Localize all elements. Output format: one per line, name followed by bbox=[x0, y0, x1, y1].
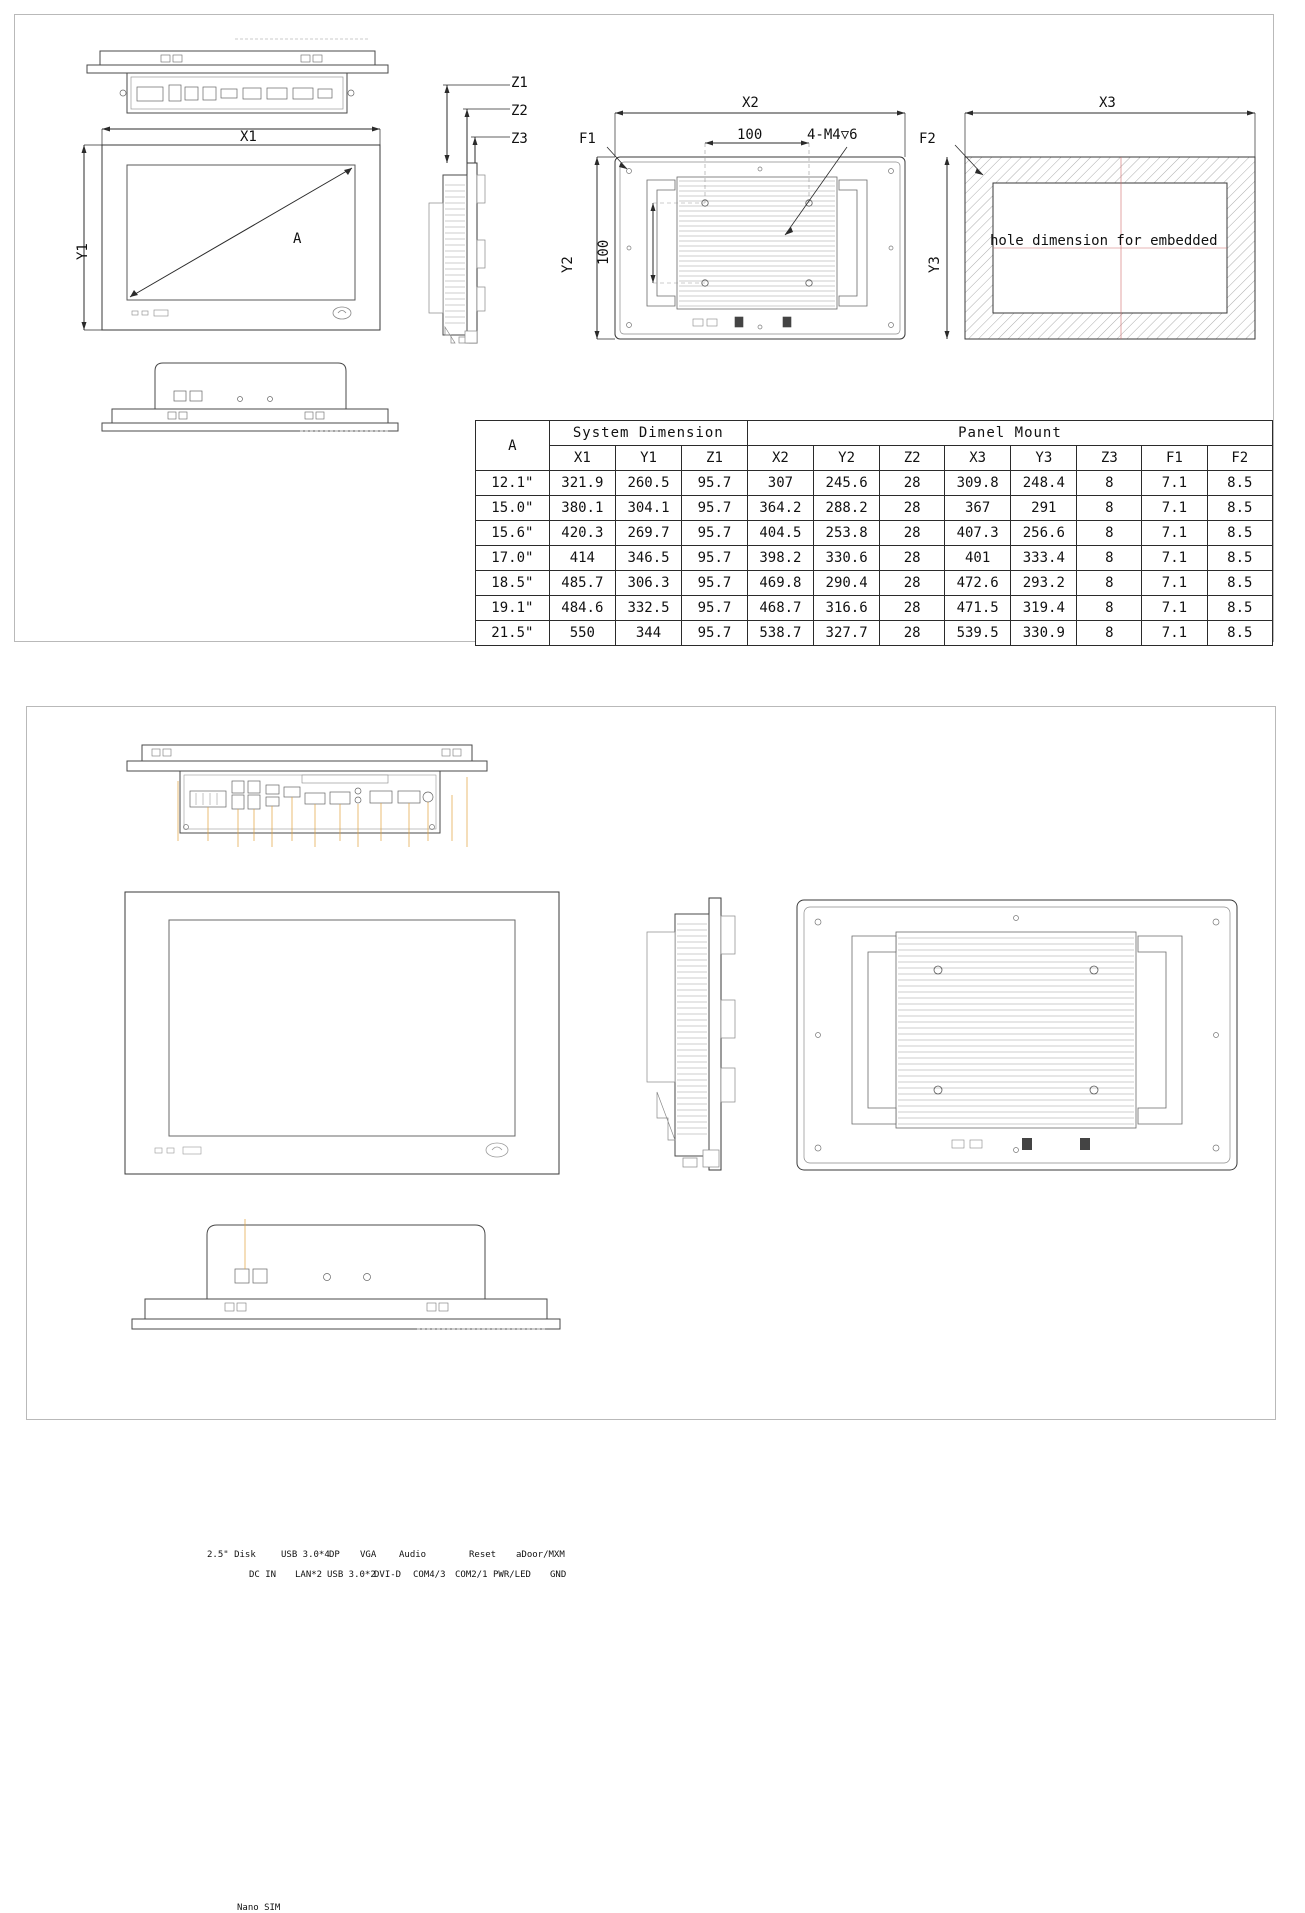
front-view-detail bbox=[125, 892, 565, 1182]
table-cell-size: 17.0" bbox=[476, 546, 550, 571]
table-cell-value: 8 bbox=[1077, 471, 1142, 496]
table-cell-value: 28 bbox=[880, 546, 945, 571]
table-cell-value: 8 bbox=[1077, 621, 1142, 646]
table-cell-value: 367 bbox=[945, 496, 1011, 521]
table-cell-value: 8.5 bbox=[1207, 521, 1272, 546]
table-row bbox=[476, 596, 1273, 621]
table-cell-value: 269.7 bbox=[615, 521, 681, 546]
table-cell-value: 8 bbox=[1077, 571, 1142, 596]
table-cell-value: 304.1 bbox=[615, 496, 681, 521]
table-cell-value: 316.6 bbox=[814, 596, 880, 621]
bottom-drawing-panel bbox=[26, 706, 1276, 1913]
table-cell-value: 95.7 bbox=[682, 521, 748, 546]
table-cell-value: 290.4 bbox=[814, 571, 880, 596]
table-cell-value: 550 bbox=[549, 621, 615, 646]
table-group-system: System Dimension bbox=[549, 421, 747, 446]
table-cell-value: 256.6 bbox=[1011, 521, 1077, 546]
table-cell-value: 469.8 bbox=[747, 571, 813, 596]
table-cell-value: 344 bbox=[615, 621, 681, 646]
table-cell-value: 404.5 bbox=[747, 521, 813, 546]
table-cell-value: 414 bbox=[549, 546, 615, 571]
table-cell-value: 245.6 bbox=[814, 471, 880, 496]
table-cell-value: 248.4 bbox=[1011, 471, 1077, 496]
table-group-panel: Panel Mount bbox=[747, 421, 1272, 446]
table-cell-value: 307 bbox=[747, 471, 813, 496]
table-cell-value: 471.5 bbox=[945, 596, 1011, 621]
table-cell-value: 420.3 bbox=[549, 521, 615, 546]
dim-label-x1: X1 bbox=[240, 129, 257, 145]
table-cell-value: 332.5 bbox=[615, 596, 681, 621]
table-col-a: A bbox=[476, 421, 550, 471]
table-cell-value: 8 bbox=[1077, 496, 1142, 521]
table-col-y3: Y3 bbox=[1011, 446, 1077, 471]
table-col-y2: Y2 bbox=[814, 446, 880, 471]
table-cell-value: 330.9 bbox=[1011, 621, 1077, 646]
dim-label-f1: F1 bbox=[579, 131, 596, 147]
table-cell-value: 330.6 bbox=[814, 546, 880, 571]
table-cell-value: 28 bbox=[880, 571, 945, 596]
side-view-detail bbox=[627, 892, 767, 1182]
io-panel-view bbox=[122, 737, 502, 857]
rear-view-unit bbox=[585, 85, 925, 355]
table-cell-size: 21.5" bbox=[476, 621, 550, 646]
table-cell-value: 401 bbox=[945, 546, 1011, 571]
table-cell-value: 95.7 bbox=[682, 546, 748, 571]
io-label-com21: COM2/1 bbox=[455, 1570, 488, 1580]
table-col-x2: X2 bbox=[747, 446, 813, 471]
table-row bbox=[476, 621, 1273, 646]
table-col-z3: Z3 bbox=[1077, 446, 1142, 471]
table-cell-value: 7.1 bbox=[1142, 521, 1207, 546]
table-row bbox=[476, 496, 1273, 521]
vesa-pitch-horizontal: 100 bbox=[737, 127, 763, 143]
table-cell-value: 288.2 bbox=[814, 496, 880, 521]
dim-label-z1: Z1 bbox=[511, 75, 528, 91]
table-col-f2: F2 bbox=[1207, 446, 1272, 471]
table-cell-value: 398.2 bbox=[747, 546, 813, 571]
table-cell-value: 306.3 bbox=[615, 571, 681, 596]
dim-label-x2: X2 bbox=[742, 95, 759, 111]
table-cell-value: 28 bbox=[880, 471, 945, 496]
table-col-f1: F1 bbox=[1142, 446, 1207, 471]
table-cell-value: 95.7 bbox=[682, 596, 748, 621]
table-cell-value: 7.1 bbox=[1142, 571, 1207, 596]
table-cell-size: 15.0" bbox=[476, 496, 550, 521]
io-label-dc-in: DC IN bbox=[249, 1570, 277, 1580]
table-column-header-row bbox=[476, 446, 1273, 471]
io-label-disk: 2.5" Disk bbox=[207, 1550, 256, 1560]
table-col-z2: Z2 bbox=[880, 446, 945, 471]
table-cell-value: 8 bbox=[1077, 596, 1142, 621]
table-cell-value: 538.7 bbox=[747, 621, 813, 646]
dim-label-f2: F2 bbox=[919, 131, 936, 147]
cutout-note: hole dimension for embedded bbox=[990, 233, 1218, 249]
table-row bbox=[476, 521, 1273, 546]
table-cell-value: 7.1 bbox=[1142, 546, 1207, 571]
io-label-adoor-mxm: aDoor/MXM bbox=[516, 1550, 565, 1560]
table-cell-value: 8.5 bbox=[1207, 546, 1272, 571]
dim-label-a: A bbox=[293, 231, 302, 247]
io-label-dvi-d: DVI-D bbox=[374, 1570, 402, 1580]
table-cell-value: 95.7 bbox=[682, 621, 748, 646]
dim-label-z3: Z3 bbox=[511, 131, 528, 147]
cutout-view bbox=[925, 85, 1265, 355]
io-label-lan2: LAN*2 bbox=[295, 1570, 323, 1580]
table-cell-value: 95.7 bbox=[682, 571, 748, 596]
table-cell-value: 364.2 bbox=[747, 496, 813, 521]
table-cell-value: 260.5 bbox=[615, 471, 681, 496]
table-cell-value: 346.5 bbox=[615, 546, 681, 571]
table-cell-size: 12.1" bbox=[476, 471, 550, 496]
table-cell-value: 321.9 bbox=[549, 471, 615, 496]
table-cell-value: 380.1 bbox=[549, 496, 615, 521]
table-cell-value: 8.5 bbox=[1207, 571, 1272, 596]
table-cell-value: 95.7 bbox=[682, 471, 748, 496]
io-label-usb30-2: USB 3.0*2 bbox=[327, 1570, 376, 1580]
table-cell-value: 7.1 bbox=[1142, 621, 1207, 646]
table-cell-value: 253.8 bbox=[814, 521, 880, 546]
io-label-dp: DP bbox=[329, 1550, 340, 1560]
top-view-unit bbox=[85, 33, 395, 133]
table-cell-value: 319.4 bbox=[1011, 596, 1077, 621]
table-cell-value: 484.6 bbox=[549, 596, 615, 621]
io-label-nano-sim: Nano SIM bbox=[237, 1903, 281, 1913]
table-cell-size: 18.5" bbox=[476, 571, 550, 596]
table-col-x1: X1 bbox=[549, 446, 615, 471]
table-cell-value: 8.5 bbox=[1207, 621, 1272, 646]
table-cell-value: 8 bbox=[1077, 546, 1142, 571]
table-cell-value: 539.5 bbox=[945, 621, 1011, 646]
table-cell-value: 28 bbox=[880, 496, 945, 521]
table-group-header-row bbox=[476, 421, 1273, 446]
io-label-audio: Audio bbox=[399, 1550, 427, 1560]
table-cell-value: 327.7 bbox=[814, 621, 880, 646]
table-row bbox=[476, 571, 1273, 596]
table-cell-value: 293.2 bbox=[1011, 571, 1077, 596]
table-col-y1: Y1 bbox=[615, 446, 681, 471]
table-cell-value: 291 bbox=[1011, 496, 1077, 521]
table-cell-value: 8 bbox=[1077, 521, 1142, 546]
bottom-view-detail bbox=[127, 1207, 567, 1362]
dim-label-z2: Z2 bbox=[511, 103, 528, 119]
vesa-pitch-vertical: 100 bbox=[596, 239, 612, 265]
dim-label-y2: Y2 bbox=[560, 256, 576, 273]
table-cell-size: 19.1" bbox=[476, 596, 550, 621]
table-cell-value: 468.7 bbox=[747, 596, 813, 621]
table-cell-value: 8.5 bbox=[1207, 596, 1272, 621]
table-cell-value: 485.7 bbox=[549, 571, 615, 596]
table-cell-value: 407.3 bbox=[945, 521, 1011, 546]
io-label-pwr-led: PWR/LED bbox=[493, 1570, 531, 1580]
bottom-view-unit bbox=[100, 361, 400, 441]
table-cell-value: 472.6 bbox=[945, 571, 1011, 596]
table-cell-value: 28 bbox=[880, 621, 945, 646]
dim-label-y1: Y1 bbox=[75, 243, 91, 260]
table-cell-value: 333.4 bbox=[1011, 546, 1077, 571]
thread-spec-label: 4-M4▽6 bbox=[807, 127, 858, 143]
table-col-x3: X3 bbox=[945, 446, 1011, 471]
dim-label-y3: Y3 bbox=[927, 256, 943, 273]
io-label-usb30-4: USB 3.0*4 bbox=[281, 1550, 330, 1560]
dimension-table bbox=[475, 420, 1273, 646]
rear-view-detail bbox=[792, 892, 1252, 1182]
table-cell-value: 95.7 bbox=[682, 496, 748, 521]
table-cell-value: 8.5 bbox=[1207, 496, 1272, 521]
table-cell-size: 15.6" bbox=[476, 521, 550, 546]
io-label-com43: COM4/3 bbox=[413, 1570, 446, 1580]
io-label-gnd: GND bbox=[550, 1570, 567, 1580]
dim-label-x3: X3 bbox=[1099, 95, 1116, 111]
table-cell-value: 7.1 bbox=[1142, 496, 1207, 521]
table-cell-value: 28 bbox=[880, 596, 945, 621]
table-cell-value: 28 bbox=[880, 521, 945, 546]
table-cell-value: 8.5 bbox=[1207, 471, 1272, 496]
table-row bbox=[476, 471, 1273, 496]
front-view-unit bbox=[70, 125, 400, 355]
table-col-z1: Z1 bbox=[682, 446, 748, 471]
table-cell-value: 7.1 bbox=[1142, 471, 1207, 496]
io-label-reset: Reset bbox=[469, 1550, 497, 1560]
table-row bbox=[476, 546, 1273, 571]
io-label-vga: VGA bbox=[360, 1550, 377, 1560]
table-cell-value: 309.8 bbox=[945, 471, 1011, 496]
top-drawing-panel bbox=[14, 14, 1274, 642]
table-cell-value: 7.1 bbox=[1142, 596, 1207, 621]
